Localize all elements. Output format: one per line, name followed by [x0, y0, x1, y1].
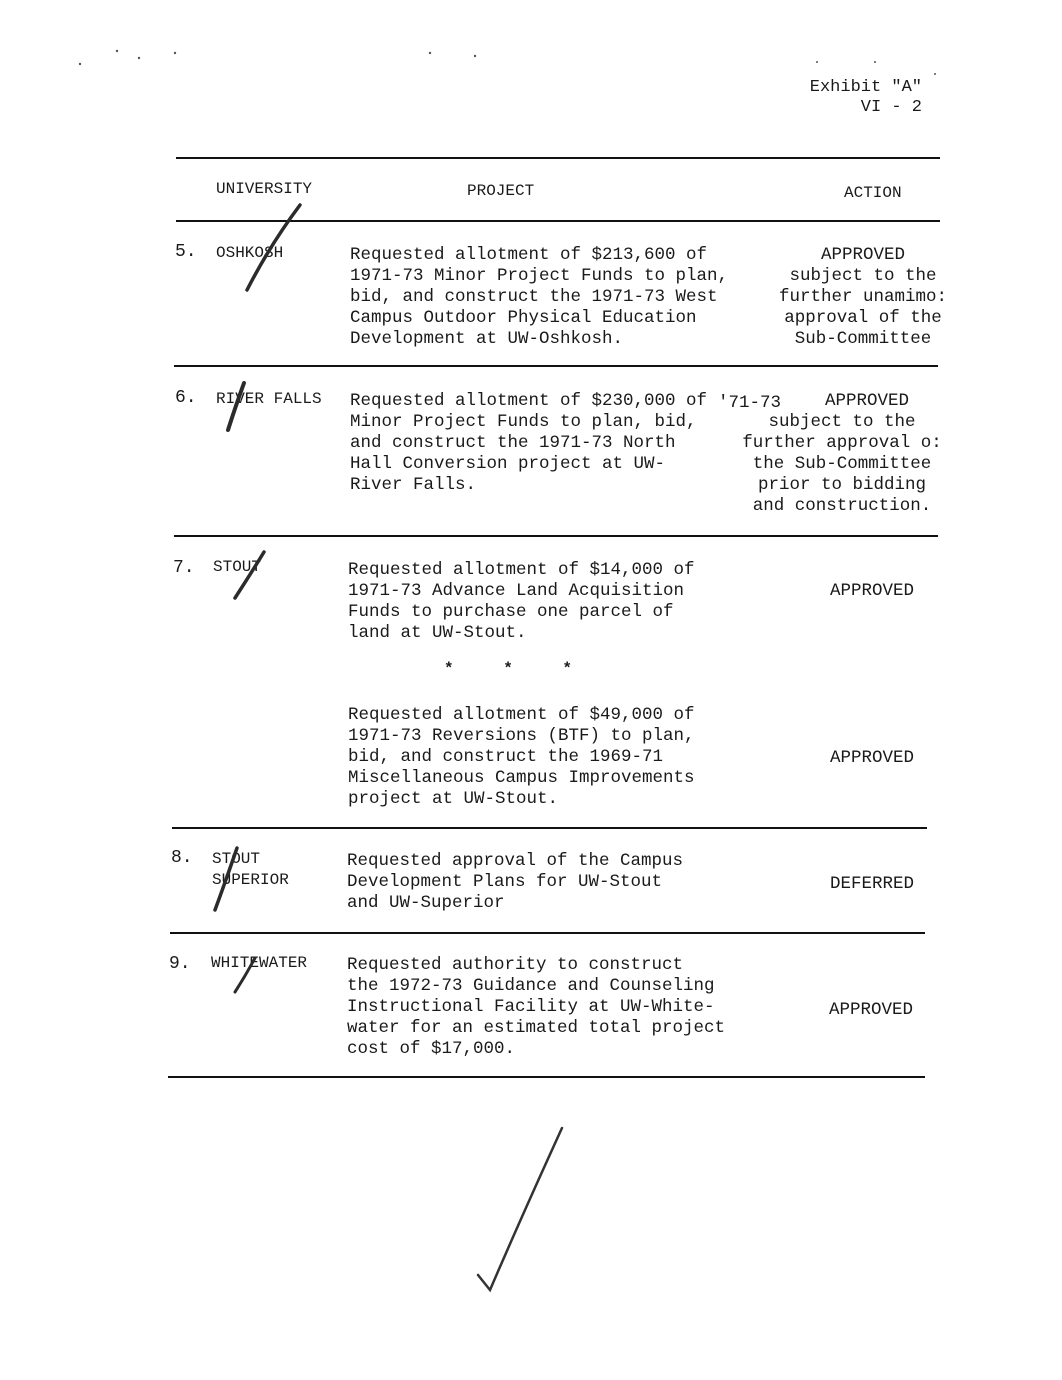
check-mark-icon: [235, 552, 264, 598]
check-mark-icon: [215, 848, 237, 910]
university-name: RIVER FALLS: [216, 390, 322, 408]
project-description: Requested allotment of $213,600 of 1971-73 Minor Project Funds to plan, bid, and construct the 1971-73 West Campus Outdoor Physical Education Development at UW-Oshkosh.: [350, 245, 729, 349]
column-header-project: PROJECT: [467, 182, 535, 200]
action-status: APPROVED subject to the further unamimo: approval of the Sub-Committee: [778, 245, 948, 349]
project-description: Requested allotment of $14,000 of 1971-73 Advance Land Acquisition Funds to purchase one parcel of land at UW-Stout.: [348, 560, 695, 643]
project-description: Requested authority to construct the 1972-73 Guidance and Counseling Instructional Facility at UW-White- water for an estimated total project cost of $17,000.: [347, 955, 726, 1059]
row-number: 7.: [173, 558, 195, 578]
university-name: OSHKOSH: [216, 244, 284, 262]
action-status: APPROVED: [830, 581, 915, 601]
check-mark-icon: [235, 958, 255, 992]
project-description: Requested allotment of $230,000 of Minor Project Funds to plan, bid, and construct the 1971-73 North Hall Conversion project at UW- River Falls.: [350, 391, 708, 495]
action-status: DEFERRED: [830, 874, 915, 894]
section-separator: * * *: [444, 660, 593, 678]
column-header-university: UNIVERSITY: [216, 180, 313, 198]
exhibit-title: Exhibit "A": [809, 78, 922, 97]
university-name: STOUT SUPERIOR: [212, 850, 289, 889]
project-description: Requested allotment of $49,000 of 1971-73 Reversions (BTF) to plan, bid, and construct the 1969-71 Miscellaneous Campus Improvements project at UW-Stout.: [348, 705, 695, 809]
project-description: Requested approval of the Campus Development Plans for UW-Stout and UW-Superior: [347, 851, 684, 913]
large-check-mark-icon: [478, 1128, 562, 1290]
action-status: APPROVED: [829, 1000, 914, 1020]
university-name: WHITEWATER: [211, 954, 308, 972]
check-mark-icon: [247, 205, 300, 290]
row-number: 9.: [169, 954, 191, 974]
action-status: APPROVED: [830, 748, 915, 768]
column-header-action: ACTION: [844, 184, 902, 202]
action-year-prefix: '71-73: [718, 393, 782, 413]
row-number: 6.: [175, 388, 197, 408]
page-reference: VI - 2: [860, 98, 922, 117]
check-mark-icon: [228, 383, 244, 430]
row-number: 5.: [175, 242, 197, 262]
action-status: APPROVED subject to the further approval o: the Sub-Committee prior to bidding and construction.: [742, 391, 942, 516]
row-number: 8.: [171, 848, 193, 868]
university-name: STOUT: [213, 558, 262, 576]
